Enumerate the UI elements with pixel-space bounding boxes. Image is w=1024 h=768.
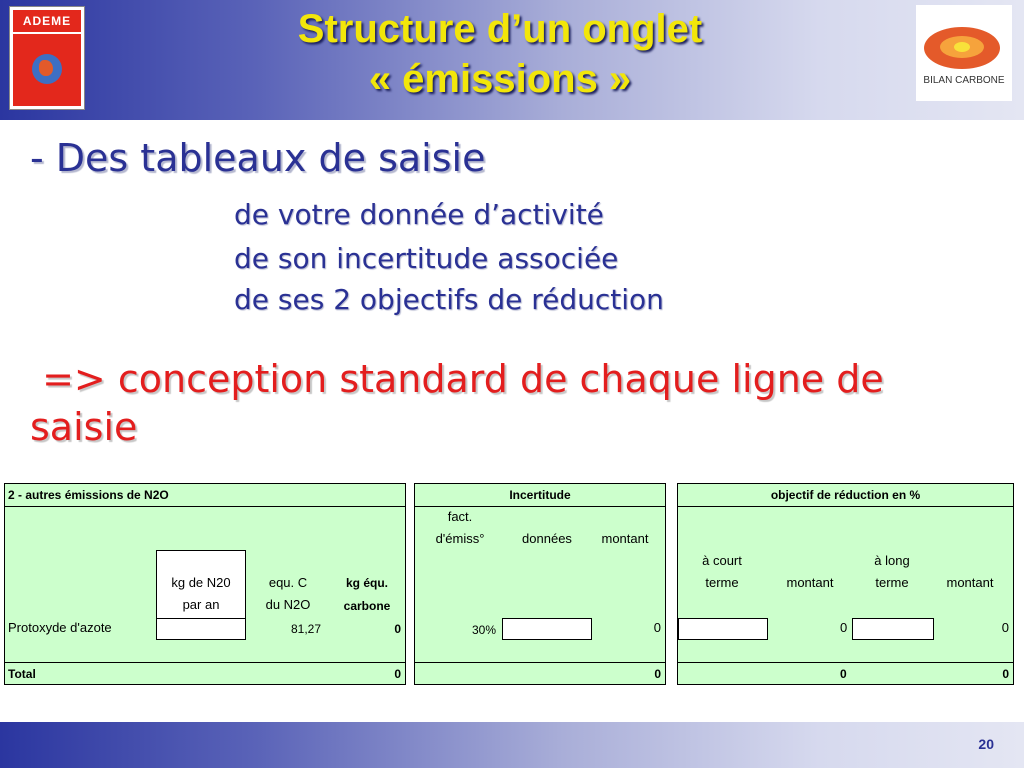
total-montant1: 0 — [840, 667, 847, 681]
header-band — [0, 0, 1024, 120]
col-court-line1: à court — [702, 553, 742, 568]
total-divider — [5, 662, 405, 663]
total-value: 0 — [394, 667, 401, 681]
equ-value: 81,27 — [291, 622, 322, 636]
col-kgeq-line2: carbone — [343, 599, 391, 613]
col-montant1: montant — [786, 575, 834, 590]
col-fact-line2: d'émiss° — [435, 531, 485, 546]
target-icon — [924, 27, 1000, 69]
total-divider — [415, 662, 665, 663]
ademe-logo-text: ADEME — [13, 10, 81, 32]
emissions-table-header: 2 - autres émissions de N2O — [5, 484, 405, 507]
row-label: Protoxyde d'azote — [8, 620, 112, 635]
long-terme-input[interactable] — [852, 618, 934, 640]
bilan-carbone-logo — [916, 5, 1012, 101]
bilan-carbone-logo-text: BILAN CARBONE — [923, 75, 1005, 86]
page-number: 20 — [978, 736, 994, 752]
kgeq-value: 0 — [394, 622, 401, 636]
montant1-value: 0 — [840, 620, 848, 635]
col-equ-line1: equ. C — [268, 575, 308, 590]
kg-input[interactable] — [156, 618, 246, 640]
col-equ-line2: du N2O — [265, 597, 311, 612]
footer-band — [0, 722, 1024, 768]
slide-title-line2: « émissions » — [368, 57, 632, 101]
col-fact-line1: fact. — [447, 509, 473, 524]
conclusion-line2: saisie — [30, 405, 138, 449]
total-label: Total — [8, 667, 36, 681]
ademe-logo-field — [13, 34, 81, 106]
montant2-value: 0 — [1001, 620, 1009, 635]
conclusion-text — [30, 355, 1024, 451]
sub-item: de son incertitude associée — [234, 242, 619, 275]
sub-item: de ses 2 objectifs de réduction — [234, 283, 664, 316]
total-value: 0 — [654, 667, 661, 681]
slide-title-line1: Structure d’un onglet — [297, 7, 703, 51]
pct-value: 30% — [472, 623, 497, 637]
total-montant2: 0 — [1002, 667, 1009, 681]
incertitude-table — [414, 483, 666, 685]
col-montant: montant — [601, 531, 649, 546]
incertitude-header: Incertitude — [415, 484, 665, 507]
col-kgeq-line1: kg équ. — [345, 576, 388, 590]
slide-title — [180, 4, 820, 104]
objectif-header: objectif de réduction en % — [678, 484, 1013, 507]
donnees-input[interactable] — [502, 618, 592, 640]
total-divider — [678, 662, 1013, 663]
montant-value: 0 — [653, 620, 661, 635]
sub-item: de votre donnée d’activité — [234, 198, 604, 231]
court-terme-input[interactable] — [678, 618, 768, 640]
col-kg-line1: kg de N20 — [171, 575, 231, 590]
conclusion-line1: => conception standard de chaque ligne de — [30, 357, 884, 401]
emissions-table — [4, 483, 406, 685]
ademe-logo — [9, 6, 85, 110]
objectif-table — [677, 483, 1014, 685]
col-kg-line2: par an — [182, 597, 220, 612]
bullet-main: - Des tableaux de saisie — [30, 136, 486, 180]
col-long-line2: terme — [875, 575, 909, 590]
col-court-line2: terme — [705, 575, 739, 590]
col-long-line1: à long — [874, 553, 910, 568]
col-montant2: montant — [946, 575, 994, 590]
col-donnees: données — [522, 531, 572, 546]
globe-icon — [32, 54, 62, 84]
